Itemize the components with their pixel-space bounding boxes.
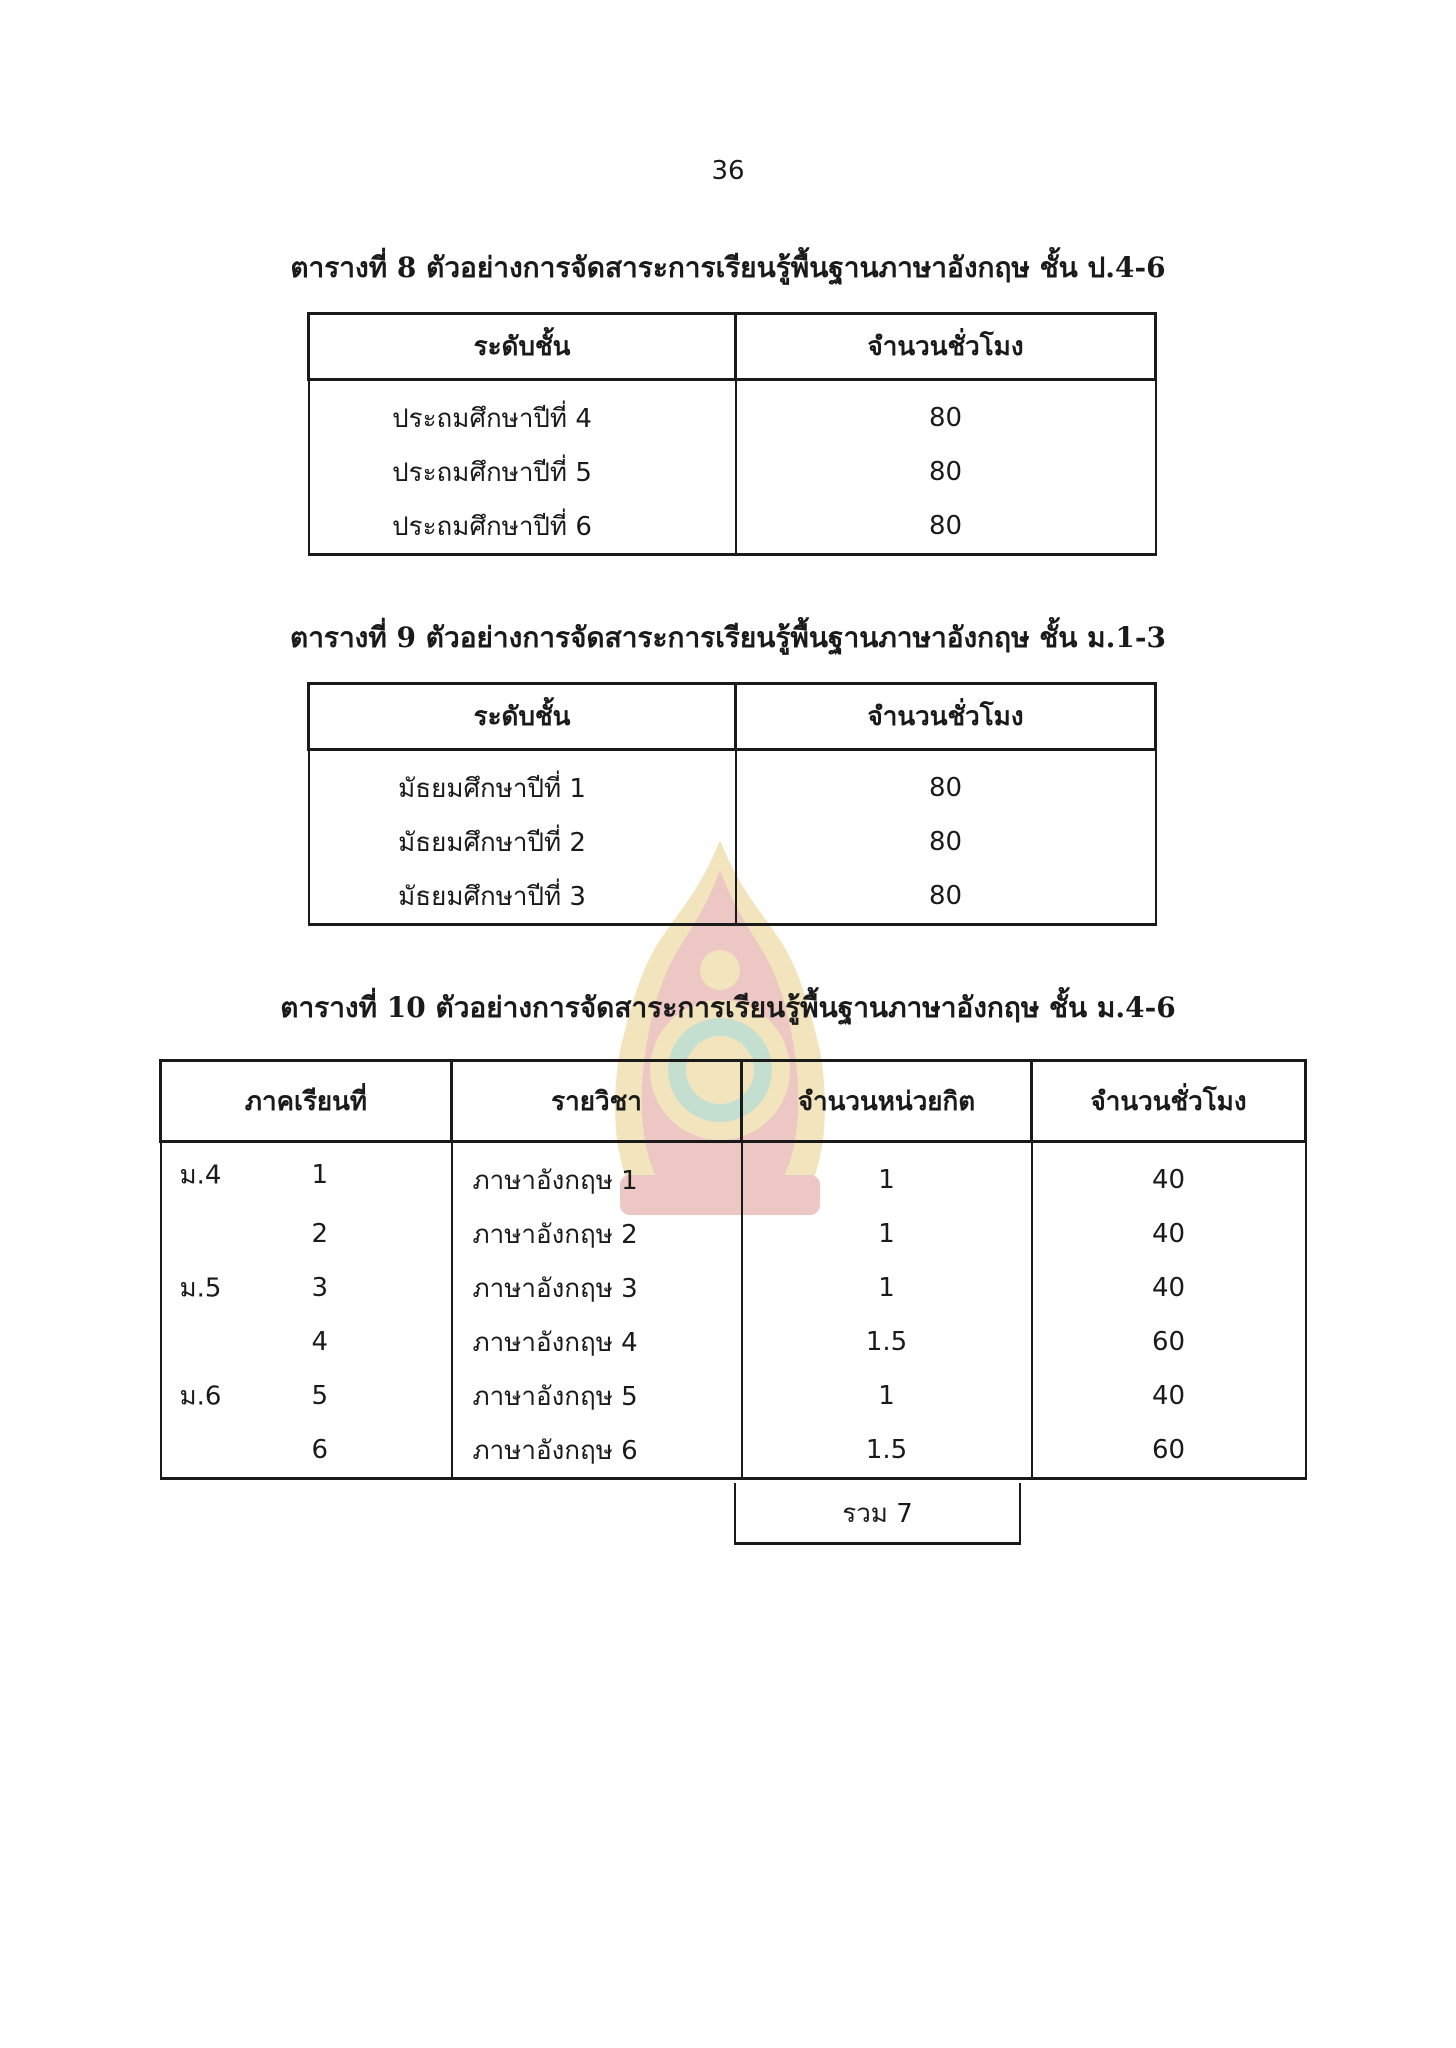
table-row [161,1369,1306,1423]
table9-cell-hours: 80 [736,815,1156,869]
table10-cell-semester [161,1207,452,1261]
table10-cell-subject: ภาษาอังกฤษ 1 [452,1142,742,1208]
table10-cell-credits: 1 [742,1369,1032,1423]
table9-cell-hours: 80 [736,869,1156,925]
table10-cell-hours: 60 [1032,1315,1306,1369]
table10-cell-semester [161,1261,452,1315]
table8-cell-hours: 80 [736,380,1156,446]
table8-header-level: ระดับชั้น [309,314,736,380]
table10-cell-hours: 40 [1032,1369,1306,1423]
table10-caption: ตารางที่ 10 ตัวอย่างการจัดสาระการเรียนรู้พื้นฐานภาษาอังกฤษ ชั้น ม.4-6 [280,991,1176,1024]
semester-number: 1 [311,1160,329,1190]
table10-cell-credits: 1.5 [742,1423,1032,1479]
table-row [161,1207,1306,1261]
table8-caption: ตารางที่ 8 ตัวอย่างการจัดสาระการเรียนรู้พื้นฐานภาษาอังกฤษ ชั้น ป.4-6 [290,251,1166,284]
level-label: ม.4 [179,1160,222,1191]
table8 [307,312,1157,556]
table-row [161,1315,1306,1369]
table10 [159,1059,1307,1480]
table9-cell-level: มัธยมศึกษาปีที่ 1 [309,750,736,816]
table-row [309,499,1156,555]
level-label: ม.6 [179,1381,222,1412]
table8-cell-level: ประถมศึกษาปีที่ 5 [309,445,736,499]
table10-cell-semester [161,1423,452,1479]
table10-cell-subject: ภาษาอังกฤษ 3 [452,1261,742,1315]
table-row [309,869,1156,925]
table-row [309,380,1156,446]
table8-header-hours: จำนวนชั่วโมง [736,314,1156,380]
table10-total-credits: รวม 7 [734,1483,1021,1545]
table-row [309,445,1156,499]
table10-cell-hours: 40 [1032,1142,1306,1208]
table10-header-hours: จำนวนชั่วโมง [1032,1061,1306,1142]
semester-number: 3 [311,1273,329,1303]
table9-cell-level: มัธยมศึกษาปีที่ 2 [309,815,736,869]
table-row [309,815,1156,869]
table10-cell-credits: 1 [742,1207,1032,1261]
table10-header-credits: จำนวนหน่วยกิต [742,1061,1032,1142]
table10-cell-credits: 1.5 [742,1315,1032,1369]
page-number: 36 [711,156,745,186]
table10-cell-semester [161,1369,452,1423]
table10-cell-hours: 40 [1032,1207,1306,1261]
table10-cell-credits: 1 [742,1261,1032,1315]
table9-cell-hours: 80 [736,750,1156,816]
table9-caption: ตารางที่ 9 ตัวอย่างการจัดสาระการเรียนรู้พื้นฐานภาษาอังกฤษ ชั้น ม.1-3 [290,621,1166,654]
table9-cell-level: มัธยมศึกษาปีที่ 3 [309,869,736,925]
table8-cell-hours: 80 [736,499,1156,555]
table-row [161,1142,1306,1208]
table-row [161,1423,1306,1479]
table10-cell-subject: ภาษาอังกฤษ 2 [452,1207,742,1261]
table10-cell-semester [161,1315,452,1369]
table10-cell-credits: 1 [742,1142,1032,1208]
semester-number: 4 [311,1327,329,1357]
table8-cell-level: ประถมศึกษาปีที่ 4 [309,380,736,446]
table-row [161,1261,1306,1315]
table8-cell-level: ประถมศึกษาปีที่ 6 [309,499,736,555]
table9-header-level: ระดับชั้น [309,684,736,750]
table10-cell-hours: 60 [1032,1423,1306,1479]
table9-header-hours: จำนวนชั่วโมง [736,684,1156,750]
table9 [307,682,1157,926]
table10-header-semester: ภาคเรียนที่ [161,1061,452,1142]
table8-cell-hours: 80 [736,445,1156,499]
table10-header-subject: รายวิชา [452,1061,742,1142]
table10-cell-subject: ภาษาอังกฤษ 4 [452,1315,742,1369]
table10-cell-semester [161,1142,452,1208]
table10-cell-hours: 40 [1032,1261,1306,1315]
table10-cell-subject: ภาษาอังกฤษ 6 [452,1423,742,1479]
semester-number: 6 [311,1435,329,1465]
semester-number: 2 [311,1219,329,1249]
level-label: ม.5 [179,1273,222,1304]
table-row [309,750,1156,816]
semester-number: 5 [311,1381,329,1411]
table10-cell-subject: ภาษาอังกฤษ 5 [452,1369,742,1423]
